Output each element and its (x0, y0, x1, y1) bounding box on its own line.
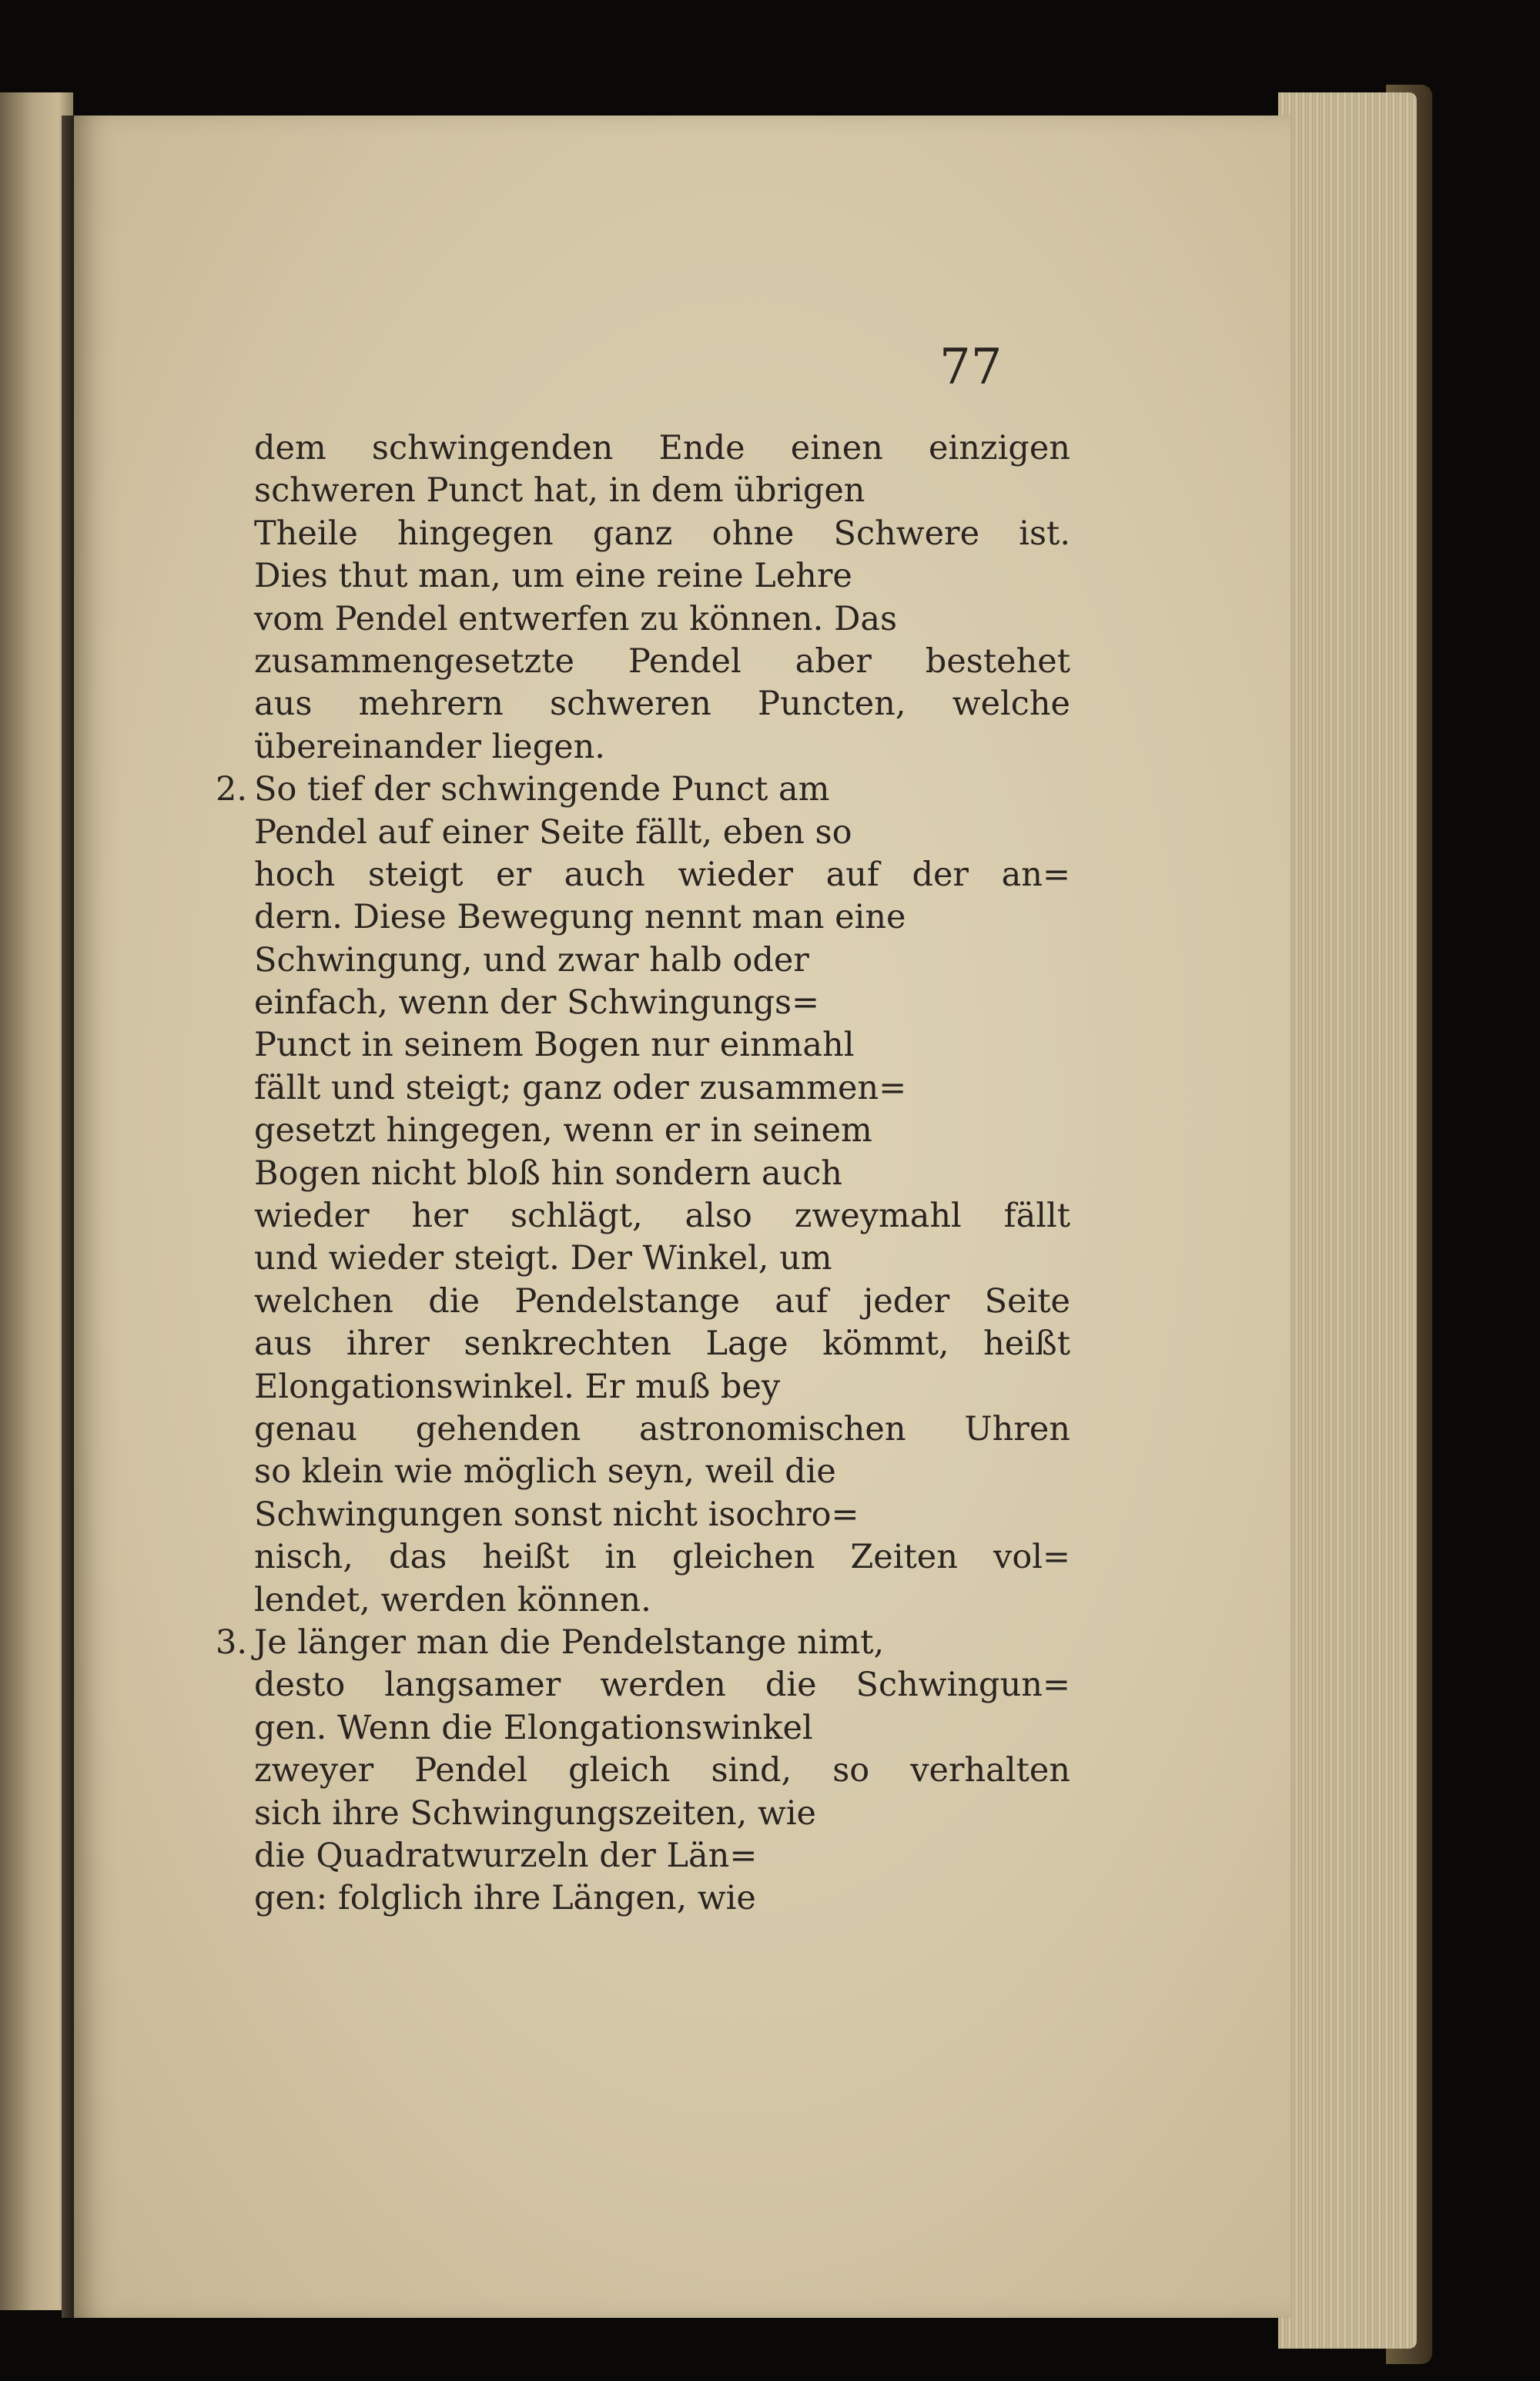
text-line (254, 1835, 1070, 1877)
line-text: schweren Punct hat, in dem übrigen (254, 471, 865, 511)
text-line (254, 1877, 1070, 1920)
line-text: gen: folglich ihre Längen, wie (254, 1879, 756, 1918)
line-text: dem schwingenden Ende einen einzigen (254, 429, 1070, 467)
page-text-block (216, 427, 1070, 1921)
line-text: welchen die Pendelstange auf jeder Seite (254, 1281, 1070, 1321)
text-line (254, 982, 1070, 1024)
line-text: einfach, wenn der Schwingungs= (254, 983, 820, 1023)
line-text: genau gehenden astronomischen Uhren (254, 1409, 1070, 1448)
page-edges-stack (1278, 92, 1417, 2349)
line-text: wieder her schlägt, also zweymahl fällt (254, 1197, 1070, 1236)
text-line (216, 769, 1070, 811)
paragraph-number: 3. (216, 1622, 248, 1662)
line-text: Je länger man die Pendelstange nimt, (254, 1622, 885, 1662)
text-line (254, 1707, 1070, 1750)
line-text: und wieder steigt. Der Winkel, um (254, 1239, 832, 1278)
line-text: gen. Wenn die Elongationswinkel (254, 1708, 813, 1747)
text-line (254, 812, 1070, 854)
text-line (216, 1622, 1070, 1664)
page-number: 77 (939, 339, 1003, 396)
line-text: sich ihre Schwingungszeiten, wie (254, 1793, 816, 1833)
line-text: Schwingung, und zwar halb oder (254, 940, 809, 980)
text-line (254, 1110, 1070, 1152)
line-text: desto langsamer werden die Schwingun= (254, 1666, 1070, 1705)
text-line (254, 1451, 1070, 1493)
text-line (254, 1536, 1070, 1579)
line-text: Punct in seinem Bogen nur einmahl (254, 1026, 855, 1065)
line-text: hoch steigt er auch wieder auf der an= (254, 855, 1070, 894)
line-text: So tief der schwingende Punct am (254, 770, 830, 809)
line-text: vom Pendel entwerfen zu können. Das (254, 599, 898, 638)
text-line (254, 1067, 1070, 1110)
text-line (254, 1281, 1070, 1323)
text-line (254, 555, 1070, 598)
text-line (254, 1323, 1070, 1365)
text-line (254, 726, 1070, 769)
text-line (254, 1195, 1070, 1237)
line-text: Pendel auf einer Seite fällt, eben so (254, 812, 852, 852)
text-line (254, 1024, 1070, 1067)
text-line (254, 1750, 1070, 1792)
line-text: gesetzt hingegen, wenn er in seinem (254, 1111, 872, 1150)
line-text: lendet, werden können. (254, 1580, 651, 1619)
line-text: nisch, das heißt in gleichen Zeiten vol= (254, 1538, 1070, 1577)
text-line (254, 1408, 1070, 1451)
text-line (254, 1366, 1070, 1408)
text-line (254, 641, 1070, 683)
line-text: die Quadratwurzeln der Län= (254, 1836, 758, 1875)
line-text: zweyer Pendel gleich sind, so verhalten (254, 1751, 1070, 1790)
line-text: Elongationswinkel. Er muß bey (254, 1367, 781, 1406)
line-text: fällt und steigt; ganz oder zusammen= (254, 1068, 907, 1107)
text-line (254, 1494, 1070, 1536)
line-text: aus ihrer senkrechten Lage kömmt, heißt (254, 1324, 1070, 1364)
text-line (254, 854, 1070, 896)
text-line (254, 1153, 1070, 1195)
line-text: Theile hingegen ganz ohne Schwere ist. (254, 514, 1070, 553)
line-text: Dies thut man, um eine reine Lehre (254, 557, 852, 596)
line-text: übereinander liegen. (254, 727, 605, 766)
text-line (254, 896, 1070, 939)
line-text: dern. Diese Bewegung nennt man eine (254, 898, 906, 937)
line-text: so klein wie möglich seyn, weil die (254, 1452, 836, 1492)
text-line (254, 1237, 1070, 1280)
text-line (254, 939, 1070, 982)
line-text: Schwingungen sonst nicht isochro= (254, 1495, 859, 1534)
text-line (254, 683, 1070, 725)
line-text: Bogen nicht bloß hin sondern auch (254, 1154, 843, 1193)
text-line (254, 598, 1070, 641)
text-line (254, 513, 1070, 555)
text-line (254, 427, 1070, 470)
line-text: zusammengesetzte Pendel aber bestehet (254, 641, 1070, 681)
text-line (254, 1664, 1070, 1706)
text-line (254, 470, 1070, 512)
text-line (254, 1579, 1070, 1622)
paragraph-number: 2. (216, 770, 248, 809)
text-line (254, 1793, 1070, 1835)
line-text: aus mehrern schweren Puncten, welche (254, 685, 1070, 724)
